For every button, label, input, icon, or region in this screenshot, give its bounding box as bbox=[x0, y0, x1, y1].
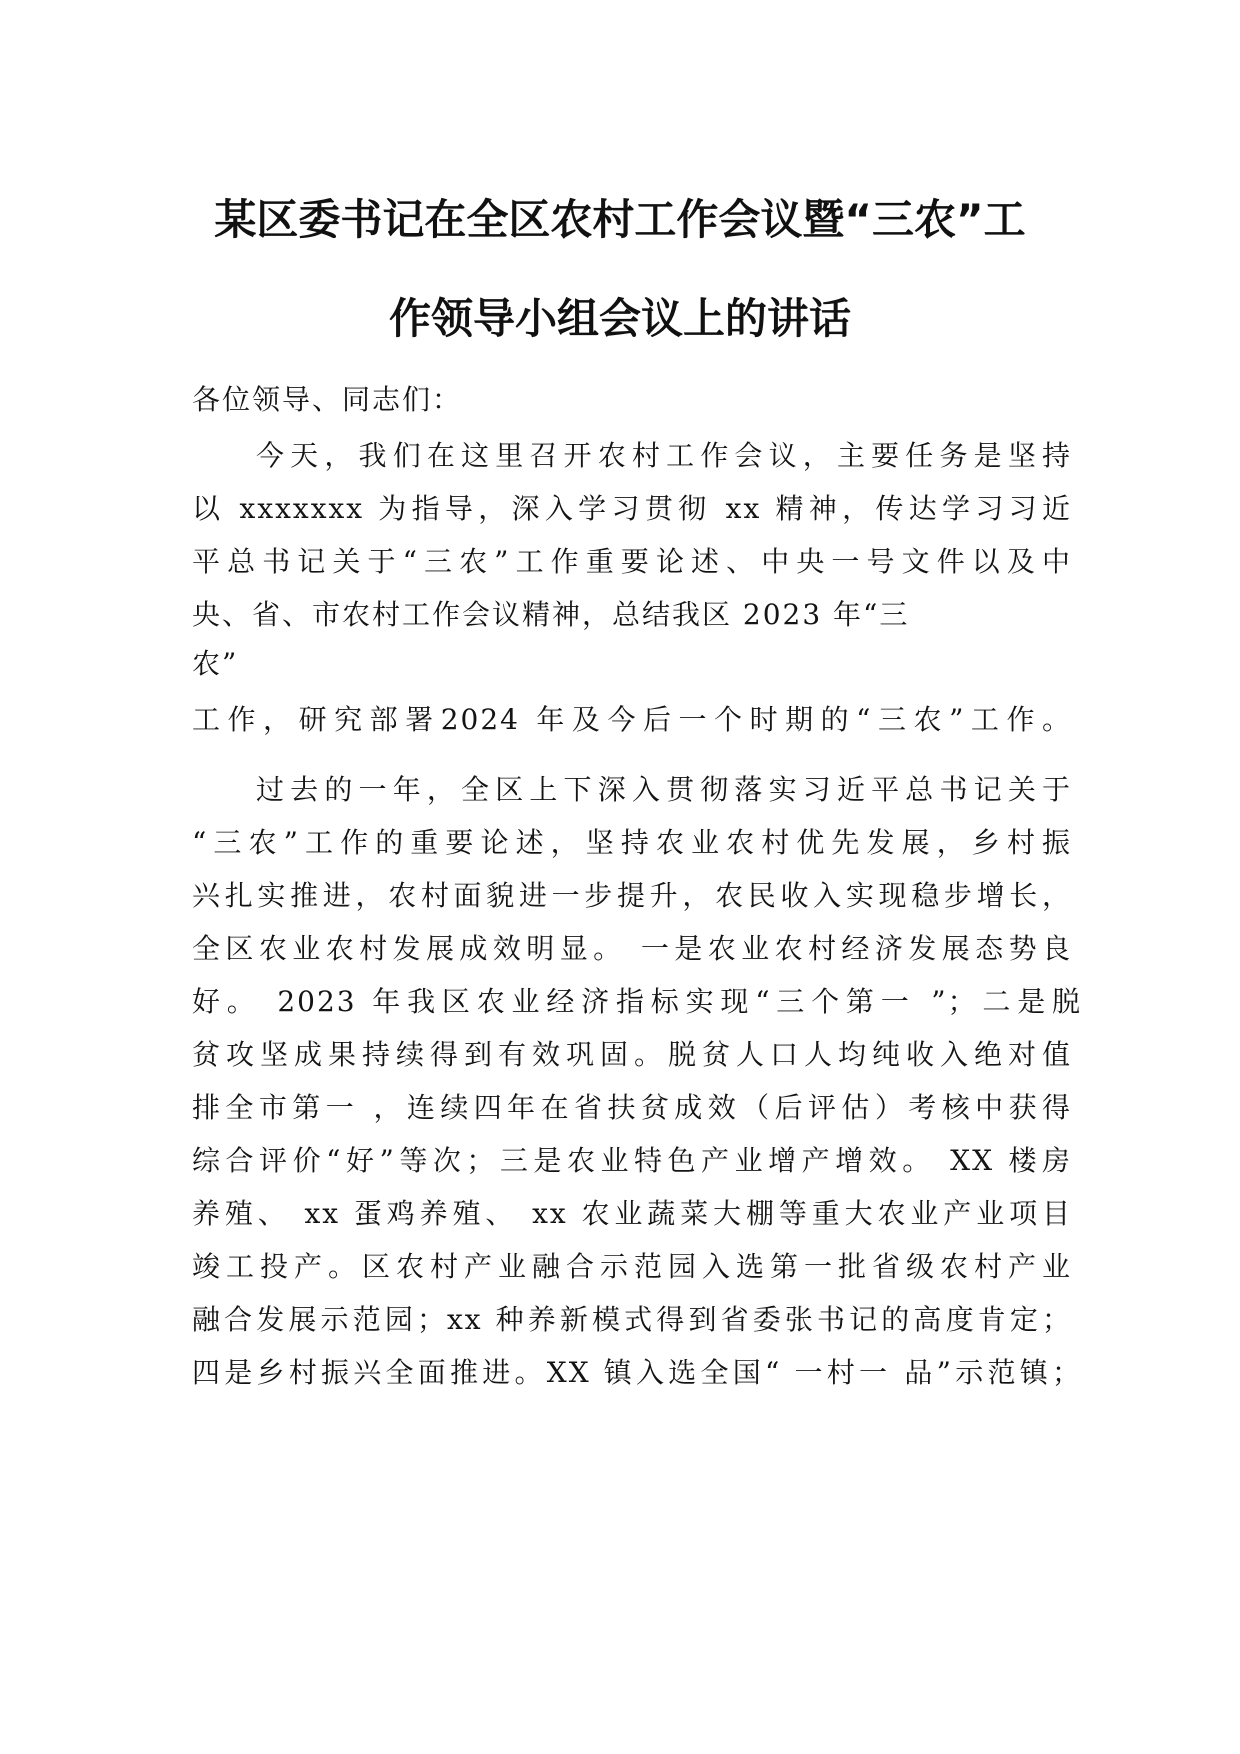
body-line: 好。 2023 年我区农业经济指标实现“三个第一 ”；二是脱 bbox=[192, 985, 1082, 1018]
body-line: 四是乡村振兴全面推进。XX 镇入选全国“ 一村一 品”示范镇； bbox=[192, 1356, 1082, 1389]
body-line: “三农”工作的重要论述，坚持农业农村优先发展，乡村振 bbox=[192, 826, 1072, 859]
document-title-line-1: 某区委书记在全区农村工作会议暨“三农”工 bbox=[214, 195, 1026, 244]
document-title-line-2: 作领导小组会议上的讲话 bbox=[388, 294, 851, 343]
body-line: 以 xxxxxxx 为指导，深入学习贯彻 xx 精神，传达学习习近 bbox=[192, 492, 1072, 525]
body-line: 竣工投产。区农村产业融合示范园入选第一批省级农村产业 bbox=[192, 1250, 1072, 1283]
body-line: 今天，我们在这里召开农村工作会议，主要任务是坚持 bbox=[256, 439, 1072, 472]
body-line: 贫攻坚成果持续得到有效巩固。脱贫人口人均纯收入绝对值 bbox=[192, 1038, 1072, 1071]
body-line: 工作，研究部署2024 年及今后一个时期的“三农”工作。 bbox=[192, 703, 1072, 736]
body-line: 融合发展示范园；xx 种养新模式得到省委张书记的高度肯定； bbox=[192, 1303, 1072, 1336]
body-line: 排全市第一 ，连续四年在省扶贫成效（后评估）考核中获得 bbox=[192, 1091, 1072, 1124]
body-line: 养殖、 xx 蛋鸡养殖、 xx 农业蔬菜大棚等重大农业产业项目 bbox=[192, 1197, 1072, 1230]
body-line: 综合评价“好”等次；三是农业特色产业增产增效。 XX 楼房 bbox=[192, 1144, 1072, 1177]
salutation: 各位领导、同志们： bbox=[192, 383, 463, 416]
body-line: 平总书记关于“三农”工作重要论述、中央一号文件以及中 bbox=[192, 545, 1072, 578]
body-line: 全区农业农村发展成效明显。 一是农业农村经济发展态势良 bbox=[192, 932, 1072, 965]
body-line: 央、省、市农村工作会议精神，总结我区 2023 年“三 bbox=[192, 598, 910, 631]
body-line: 兴扎实推进，农村面貌进一步提升，农民收入实现稳步增长， bbox=[192, 879, 1072, 912]
body-line: 过去的一年，全区上下深入贯彻落实习近平总书记关于 bbox=[256, 773, 1072, 806]
body-line: 农” bbox=[192, 647, 239, 680]
